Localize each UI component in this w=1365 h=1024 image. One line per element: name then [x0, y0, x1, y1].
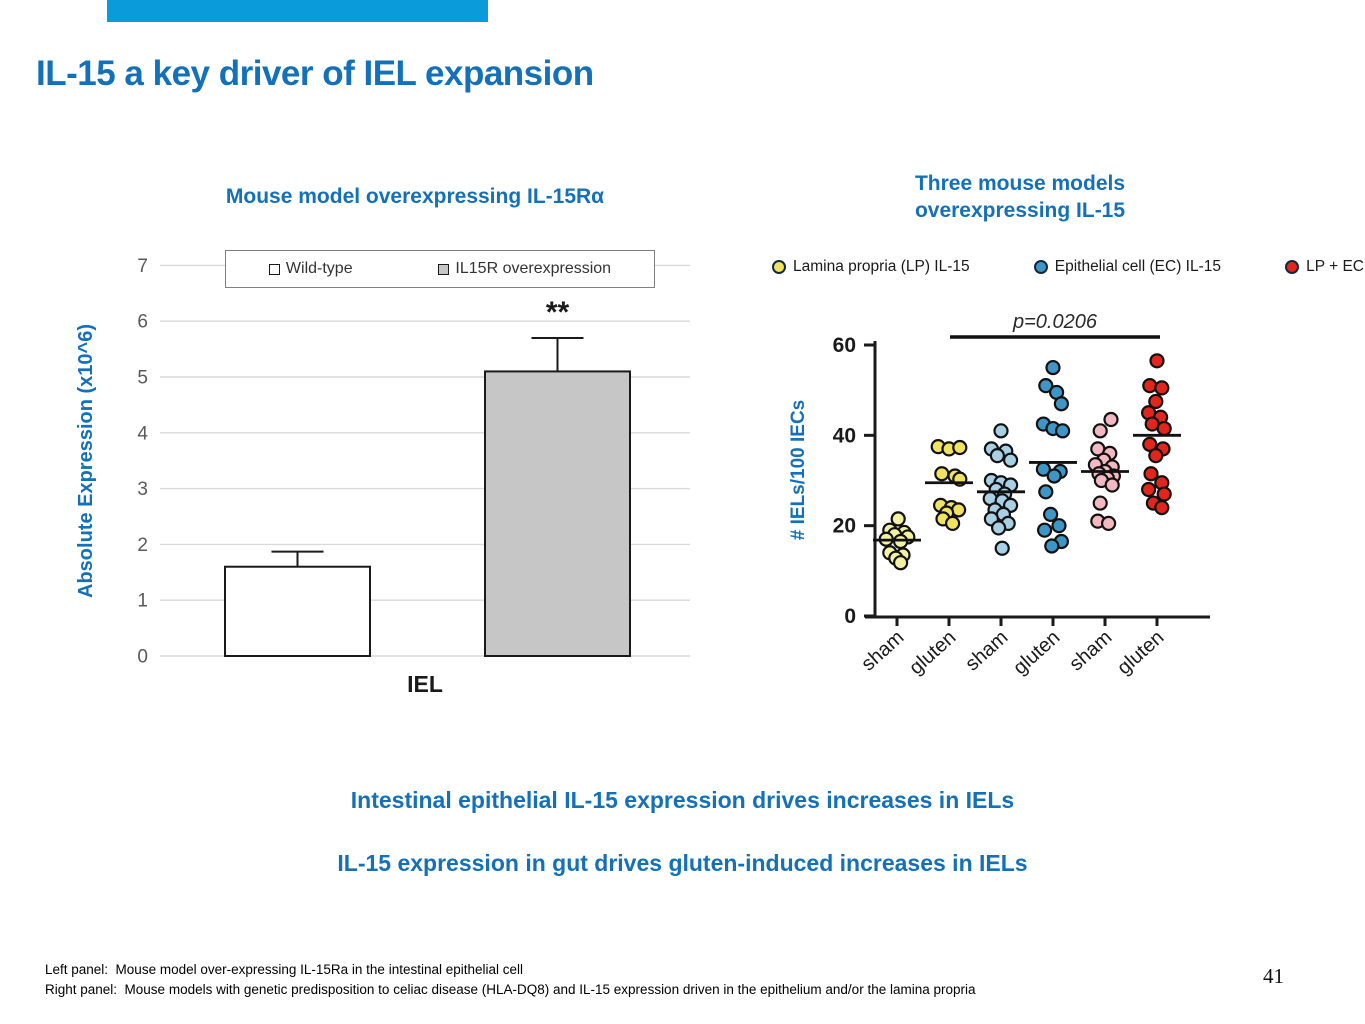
- y-tick-label: 2: [137, 534, 148, 556]
- scatter-point: [1056, 424, 1069, 437]
- scatter-point: [1055, 397, 1068, 410]
- x-tick-label: sham: [857, 626, 909, 676]
- bar-chart-title: Mouse model overexpressing IL-15Rα: [225, 185, 605, 208]
- scatter-point: [1004, 454, 1017, 467]
- y-tick-label: 1: [137, 590, 148, 612]
- il15r-swatch-icon: [438, 264, 449, 275]
- scatter-point: [991, 449, 1004, 462]
- scatter-point: [1045, 539, 1058, 552]
- scatter-point: [935, 467, 948, 480]
- y-tick-label: 60: [832, 333, 856, 357]
- scatter-legend: [772, 258, 1364, 276]
- x-tick-label: gluten: [905, 626, 961, 680]
- statement-primary: Intestinal epithelial IL-15 expression drives increases in IELs: [350, 787, 1015, 813]
- scatter-point: [1038, 524, 1051, 537]
- legend-item-wildtype: [269, 260, 353, 278]
- footnote-line-2: Right panel: Mouse models with genetic predisposition to celiac disease (HLA-DQ8) and IL-15 expression driven in the epithelium and/or the lamina propria: [45, 982, 976, 997]
- y-tick-label: 20: [832, 514, 856, 538]
- x-tick-label: sham: [1065, 626, 1117, 676]
- scatter-point: [1151, 354, 1164, 367]
- x-axis-label: IEL: [407, 671, 443, 697]
- scatter-point: [1094, 424, 1107, 437]
- scatter-chart-title: [770, 170, 1270, 224]
- significance-stars: **: [545, 295, 570, 329]
- scatter-point: [1048, 469, 1061, 482]
- scatter-point: [1102, 517, 1115, 530]
- bar-chart: [60, 235, 720, 705]
- scatter-point: [953, 441, 966, 454]
- y-axis-title: Absolute Expression (x10^6): [75, 324, 97, 598]
- x-tick-label: sham: [961, 626, 1013, 676]
- scatter-point: [1158, 488, 1171, 501]
- x-tick-label: gluten: [1113, 626, 1169, 680]
- scatter-point: [1158, 422, 1171, 435]
- scatter-title-line2: overexpressing IL-15: [914, 199, 1126, 222]
- ec-circle-icon: [1034, 260, 1048, 274]
- legend-item-lp-ec: [1285, 258, 1364, 276]
- accent-bar: [107, 0, 488, 22]
- y-tick-label: 40: [832, 424, 856, 448]
- y-tick-label: 4: [137, 423, 148, 445]
- bar: [225, 567, 370, 656]
- scatter-point: [1155, 381, 1168, 394]
- scatter-point: [894, 556, 907, 569]
- legend-label-lp: Lamina propria (LP) IL-15: [793, 258, 970, 275]
- bar-chart-legend: [225, 250, 655, 288]
- scatter-point: [1039, 485, 1052, 498]
- y-tick-label: 0: [844, 605, 856, 628]
- scatter-point: [1105, 413, 1118, 426]
- legend-item-il15r: [438, 260, 611, 278]
- x-tick-label: gluten: [1009, 626, 1065, 680]
- legend-label-lp-ec: LP + EC: [1306, 258, 1364, 275]
- lp-ec-circle-icon: [1285, 260, 1299, 274]
- y-tick-label: 3: [137, 479, 148, 501]
- scatter-point: [946, 517, 959, 530]
- y-axis-title: # IELs/100 IECs: [788, 399, 809, 541]
- scatter-chart: [770, 295, 1250, 740]
- scatter-point: [1053, 519, 1066, 532]
- scatter-point: [1145, 467, 1158, 480]
- scatter-point: [992, 521, 1005, 534]
- scatter-title-line1: Three mouse models: [914, 172, 1126, 195]
- footnote-line-1: Left panel: Mouse model over-expressing IL-15Ra in the intestinal epithelial cell: [45, 962, 524, 977]
- legend-item-lp: [772, 258, 970, 276]
- scatter-point: [1106, 479, 1119, 492]
- legend-item-ec: [1034, 258, 1221, 276]
- scatter-point: [1047, 361, 1060, 374]
- scatter-point: [1044, 508, 1057, 521]
- scatter-point: [1094, 497, 1107, 510]
- scatter-point: [995, 424, 1008, 437]
- y-tick-label: 7: [137, 255, 148, 277]
- y-tick-label: 5: [137, 367, 148, 389]
- wildtype-swatch-icon: [269, 264, 280, 275]
- statement-secondary: IL-15 expression in gut drives gluten-induced increases in IELs: [337, 850, 1028, 876]
- p-value-label: p=0.0206: [1013, 311, 1097, 333]
- scatter-point: [1149, 449, 1162, 462]
- page-title: IL-15 a key driver of IEL expansion: [36, 54, 594, 93]
- page-number: 41: [1263, 964, 1284, 988]
- legend-label-il15r: IL15R overexpression: [455, 260, 612, 277]
- legend-label-ec: Epithelial cell (EC) IL-15: [1054, 258, 1221, 275]
- scatter-point: [892, 512, 905, 525]
- bar: [485, 371, 630, 656]
- y-tick-label: 0: [137, 646, 148, 668]
- scatter-point: [996, 542, 1009, 555]
- scatter-point: [1142, 483, 1155, 496]
- legend-label-wildtype: Wild-type: [285, 260, 353, 277]
- scatter-point: [1155, 501, 1168, 514]
- y-tick-label: 6: [137, 311, 148, 333]
- scatter-point: [1143, 379, 1156, 392]
- lp-circle-icon: [772, 260, 786, 274]
